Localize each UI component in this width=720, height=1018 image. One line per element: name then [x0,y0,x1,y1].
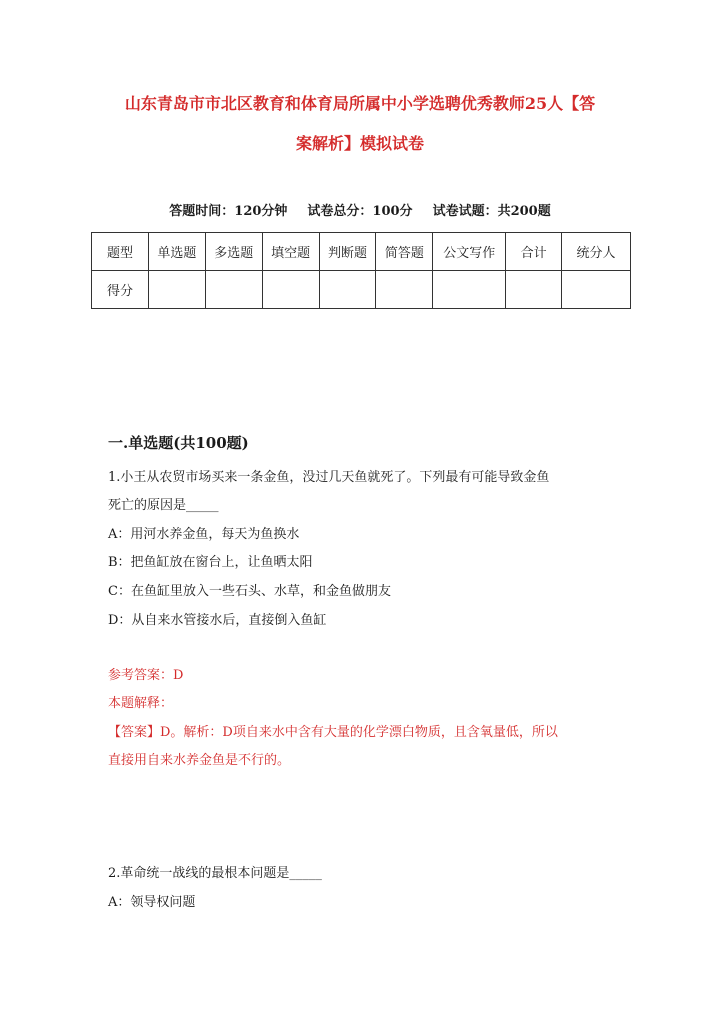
question-1-stem-line-1: 1.小王从农贸市场买来一条金鱼，没过几天鱼就死了。下列最有可能导致金鱼 [108,470,550,485]
header-cell-multiple-choice: 多选题 [205,233,262,271]
question-1-option-a: A：用河水养金鱼，每天为鱼换水 [108,527,300,542]
header-cell-total: 合计 [506,233,562,271]
exam-total-score: 试卷总分：100分 [307,204,413,219]
score-cell [148,271,205,309]
exam-question-count: 试卷试题：共200题 [432,204,551,219]
question-1-option-d: D：从自来水管接水后，直接倒入鱼缸 [108,613,327,628]
exam-time: 答题时间：120分钟 [169,204,288,219]
score-table-score-row [92,271,631,309]
score-cell [433,271,506,309]
document-title-line-1: 山东青岛市市北区教育和体育局所属中小学选聘优秀教师25人【答 [124,94,596,113]
score-row-label: 得分 [92,271,149,309]
header-cell-fill-blank: 填空题 [262,233,319,271]
question-1-explain-label: 本题解释： [108,696,174,711]
header-cell-official-writing: 公文写作 [433,233,506,271]
section-heading: 一.单选题(共100题) [108,434,249,452]
score-table-header-row [92,233,631,271]
question-1-answer: 参考答案：D [108,668,184,683]
header-cell-type: 题型 [92,233,149,271]
document-title-line-2: 案解析】模拟试卷 [295,134,424,153]
score-cell [376,271,433,309]
score-cell [319,271,376,309]
header-cell-scorer: 统分人 [562,233,631,271]
header-cell-single-choice: 单选题 [148,233,205,271]
question-1-stem-line-2: 死亡的原因是_____ [108,498,219,513]
question-2-stem: 2.革命统一战线的最根本问题是_____ [108,866,322,881]
question-1-option-c: C：在鱼缸里放入一些石头、水草，和金鱼做朋友 [108,584,391,599]
question-1-explain-line-1: 【答案】D。解析：D项自来水中含有大量的化学漂白物质，且含氧量低，所以 [108,725,558,740]
score-cell [205,271,262,309]
score-cell [562,271,631,309]
score-table [91,232,631,309]
score-cell [506,271,562,309]
header-cell-true-false: 判断题 [319,233,376,271]
score-cell [262,271,319,309]
question-1-option-b: B：把鱼缸放在窗台上，让鱼晒太阳 [108,555,313,570]
header-cell-short-answer: 简答题 [376,233,433,271]
exam-meta [0,200,720,219]
question-2-option-a: A：领导权问题 [108,895,196,910]
question-1-explain-line-2: 直接用自来水养金鱼是不行的。 [108,753,291,768]
